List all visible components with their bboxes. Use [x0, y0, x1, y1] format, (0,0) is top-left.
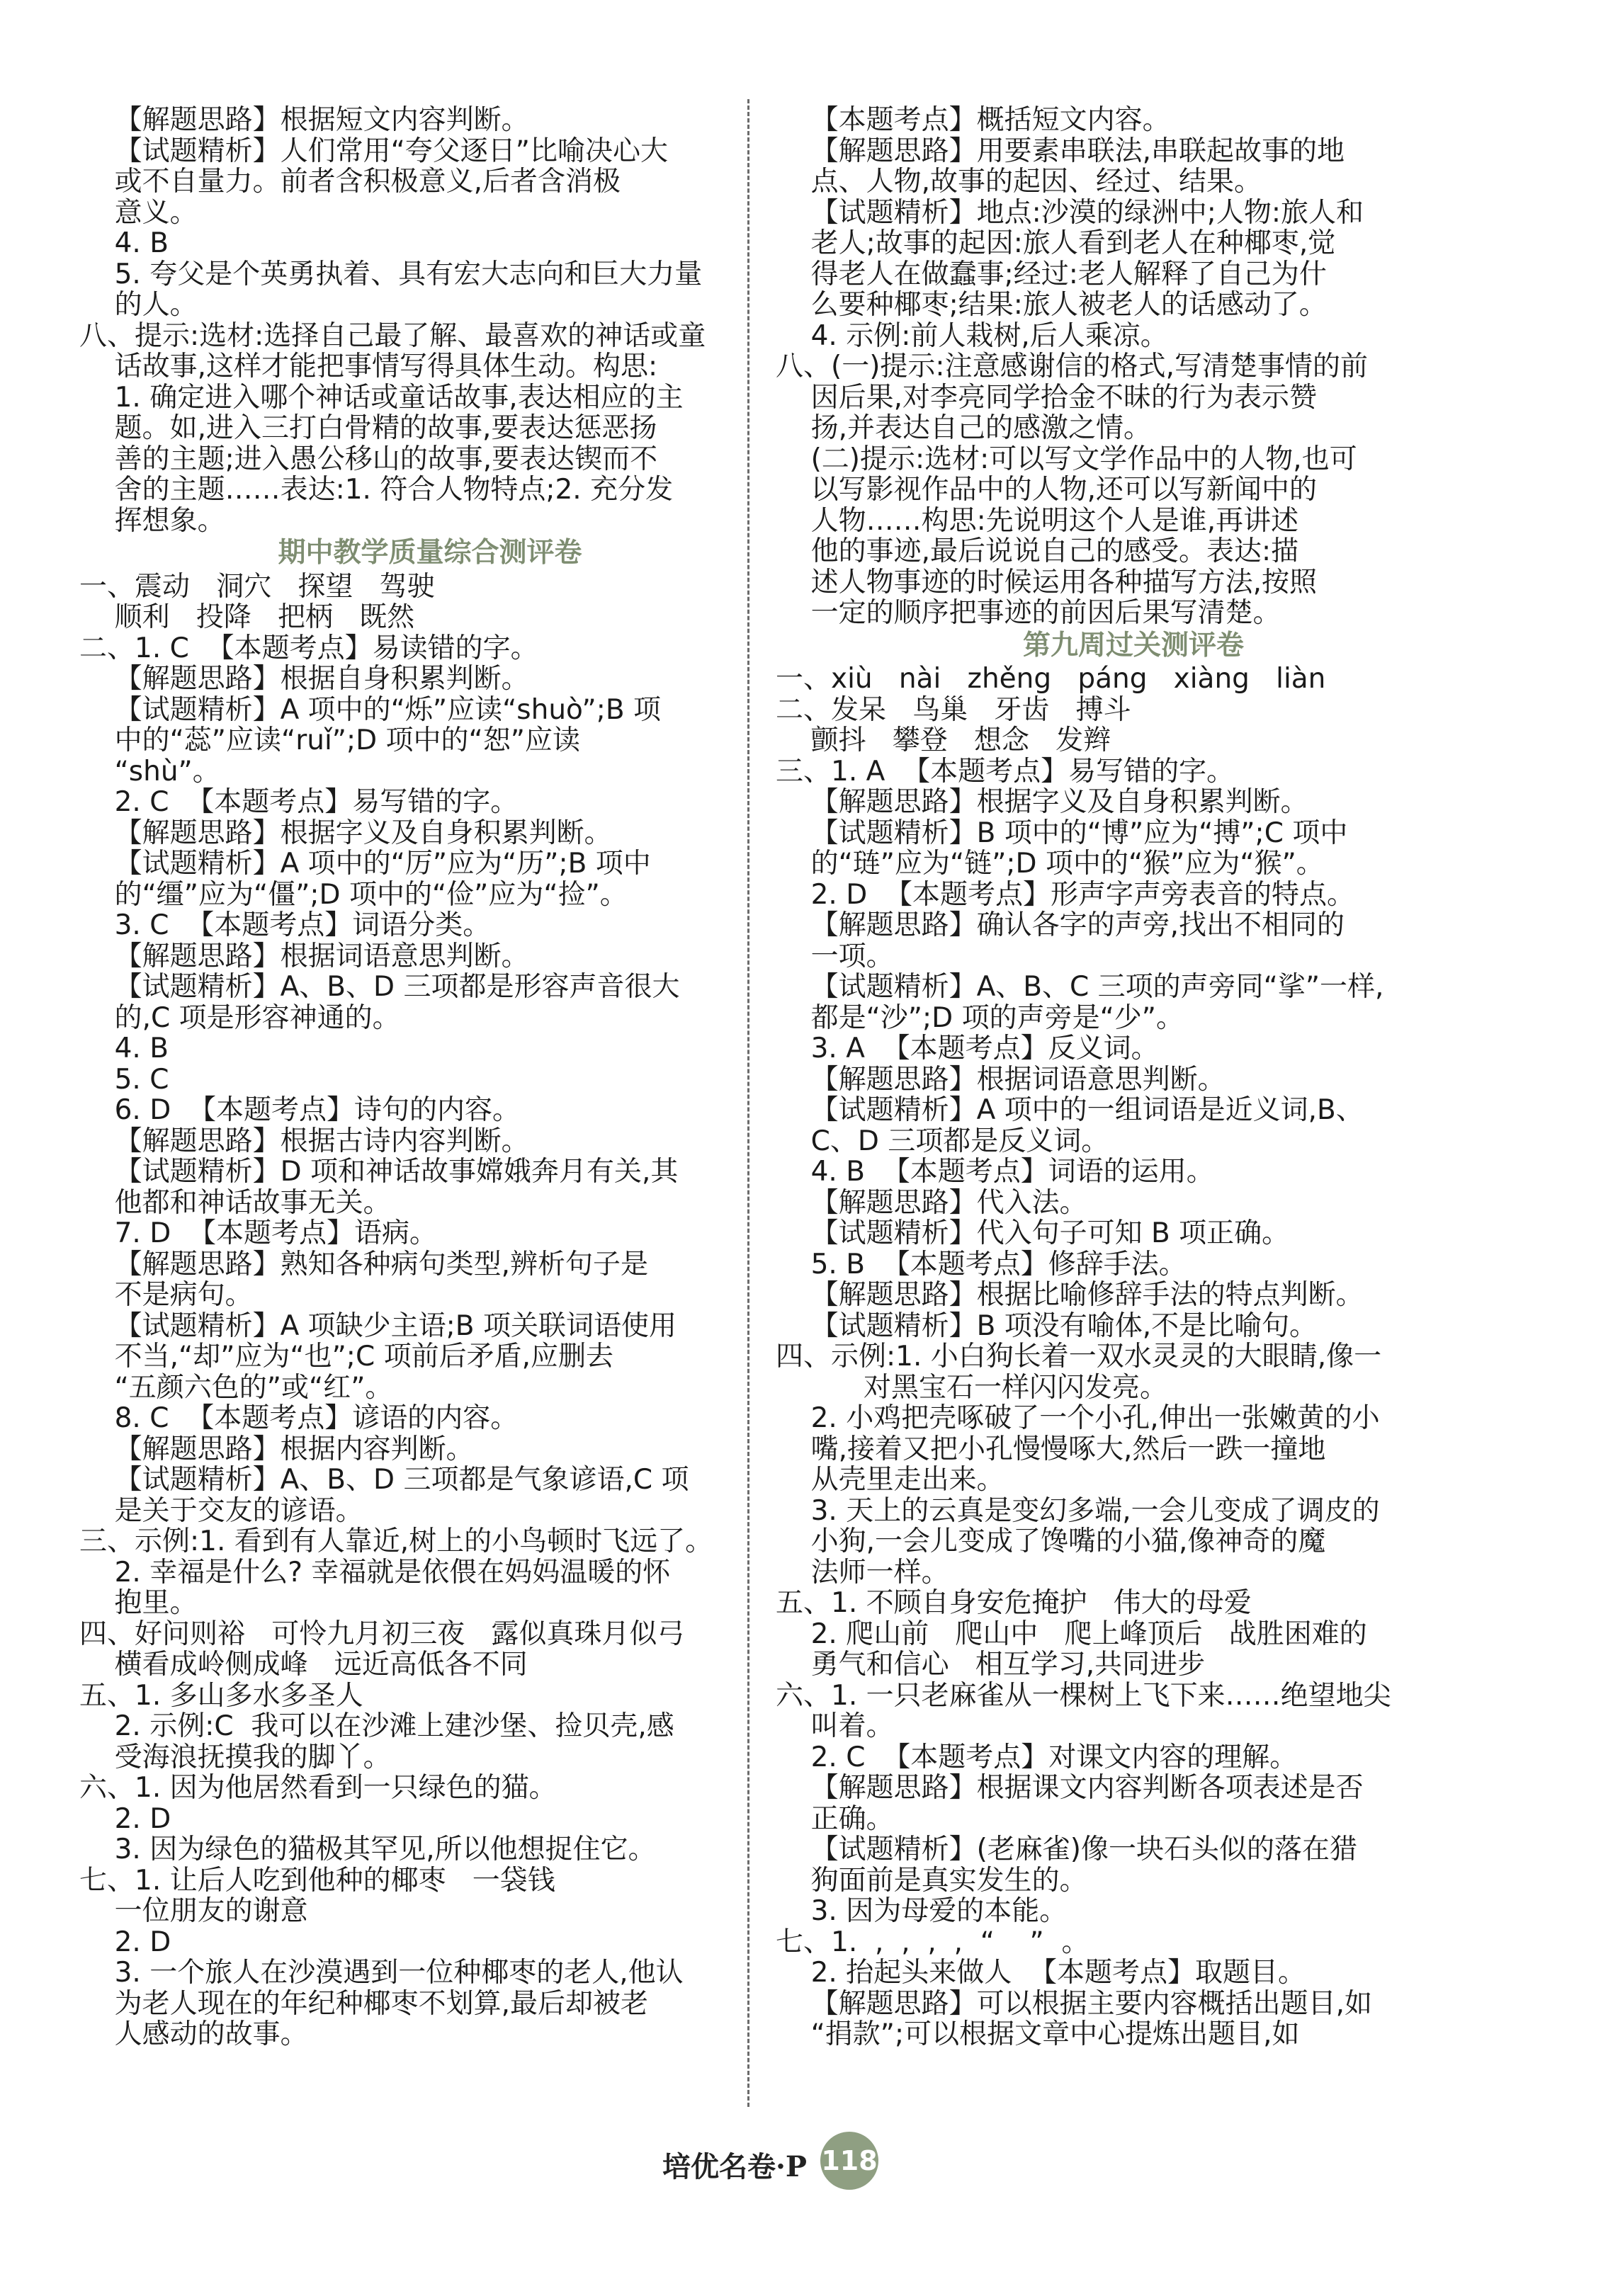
text-line: 话故事,这样才能把事情写得具体生动。构思: [79, 351, 658, 382]
text-line: 他的事迹,最后说说自己的感受。表达:描 [776, 535, 1299, 567]
text-line: 4. B [79, 1033, 169, 1064]
text-line: 2. D [79, 1926, 171, 1958]
text-line: 八、(一)提示:注意感谢信的格式,写清楚事情的前 [776, 351, 1368, 382]
text-line: 【试题精析】A 项中的一组词语是近义词,B、 [776, 1094, 1364, 1126]
page-number: 118 [820, 2132, 878, 2190]
text-line: 【解题思路】根据课文内容判断各项表述是否 [776, 1772, 1364, 1804]
text-line: 么要种椰枣;结果:旅人被老人的话感动了。 [776, 289, 1327, 321]
text-line: “shù”。 [79, 755, 220, 788]
section-title: 第九周过关测评卷 [1022, 629, 1244, 661]
text-line: 【试题精析】代入句子可知 B 项正确。 [776, 1217, 1290, 1249]
text-line: 他都和神话故事无关。 [79, 1186, 391, 1219]
text-line: “五颜六色的”或“红”。 [79, 1371, 393, 1404]
text-line: 一、震动 洞穴 探望 驾驶 [79, 570, 435, 603]
text-line: 嘴,接着又把小孔慢慢啄大,然后一跌一撞地 [776, 1433, 1326, 1465]
text-line: 法师一样。 [776, 1556, 949, 1589]
text-line: 【试题精析】人们常用“夸父逐日”比喻决心大 [79, 135, 668, 167]
text-line: 【试题精析】A、B、C 三项的声旁同“挲”一样, [776, 971, 1384, 1003]
text-line: 6. D 【本题考点】诗句的内容。 [79, 1094, 521, 1126]
text-line: 2. 小鸡把壳啄破了一个小孔,伸出一张嫩黄的小 [776, 1402, 1380, 1434]
text-line: 从壳里走出来。 [776, 1464, 1004, 1496]
text-line: 人感动的故事。 [79, 2018, 308, 2050]
text-line: 8. C 【本题考点】谚语的内容。 [79, 1402, 519, 1434]
text-line: 的“琏”应为“链”;D 项中的“猴”应为“猴”。 [776, 848, 1324, 880]
text-line: 为老人现在的年纪种椰枣不划算,最后却被老 [79, 1987, 648, 2020]
text-line: 述人物事迹的时候运用各种描写方法,按照 [776, 566, 1317, 598]
text-line: 【解题思路】根据词语意思判断。 [776, 1063, 1226, 1096]
text-line: 二、1. C 【本题考点】易读错的字。 [79, 632, 538, 664]
text-line: 老人;故事的起因:旅人看到老人在种椰枣,觉 [776, 227, 1336, 259]
text-line: 【解题思路】根据字义及自身积累判断。 [776, 786, 1308, 818]
text-line: 【本题考点】概括短文内容。 [776, 104, 1170, 136]
text-line: 【试题精析】地点:沙漠的绿洲中;人物:旅人和 [776, 196, 1364, 229]
text-line: 3. 因为母爱的本能。 [776, 1895, 1068, 1927]
text-line: “捐款”;可以根据文章中心提炼出题目,如 [776, 2018, 1300, 2050]
text-line: 2. D [79, 1802, 171, 1835]
text-line: 颤抖 攀登 想念 发辫 [776, 724, 1111, 756]
text-line: 三、1. A 【本题考点】易写错的字。 [776, 755, 1235, 788]
text-line: 【解题思路】根据字义及自身积累判断。 [79, 817, 612, 849]
text-line: 一位朋友的谢意 [79, 1895, 308, 1927]
text-line: 得老人在做蠢事;经过:老人解释了自己为什 [776, 258, 1327, 290]
text-line: 【解题思路】根据比喻修辞手法的特点判断。 [776, 1279, 1364, 1311]
text-line: 顺利 投降 把柄 既然 [79, 601, 415, 633]
text-line: 【试题精析】(老麻雀)像一块石头似的落在猎 [776, 1834, 1358, 1865]
text-line: 叫着。 [776, 1710, 894, 1742]
text-line: 二、发呆 鸟巢 牙齿 搏斗 [776, 693, 1131, 726]
text-line: 【解题思路】用要素串联法,串联起故事的地 [776, 135, 1345, 167]
text-line: 【解题思路】确认各字的声旁,找出不相同的 [776, 909, 1345, 941]
text-line: 7. D 【本题考点】语病。 [79, 1217, 438, 1249]
text-line: 【试题精析】A、B、D 三项都是气象谚语,C 项 [79, 1464, 689, 1496]
text-line: 4. B [79, 227, 169, 259]
text-line: 2. 示例:C 我可以在沙滩上建沙堡、捡贝壳,感 [79, 1710, 674, 1742]
text-line: 4. B 【本题考点】词语的运用。 [776, 1156, 1214, 1188]
left-column [79, 105, 781, 2050]
text-line: 2. 爬山前 爬山中 爬上峰顶后 战胜困难的 [776, 1618, 1367, 1650]
text-line: 4. 示例:前人栽树,后人乘凉。 [776, 319, 1168, 352]
text-line: 题。如,进入三打白骨精的故事,要表达惩恶扬 [79, 412, 657, 444]
text-line: 【解题思路】代入法。 [776, 1186, 1087, 1219]
text-line: 1. 确定进入哪个神话或童话故事,表达相应的主 [79, 381, 684, 414]
text-line: 狗面前是真实发生的。 [776, 1864, 1087, 1897]
text-line: 八、提示:选材:选择自己最了解、最喜欢的神话或童 [79, 319, 706, 352]
text-line: 舍的主题……表达:1. 符合人物特点;2. 充分发 [79, 474, 674, 506]
text-line: 六、1. 一只老麻雀从一棵树上飞下来……绝望地尖 [776, 1679, 1391, 1712]
text-line: C、D 三项都是反义词。 [776, 1125, 1109, 1157]
text-line: 不当,“却”应为“也”;C 项前后矛盾,应删去 [79, 1341, 613, 1373]
text-line: 一项。 [776, 940, 894, 972]
footer-brand: 培优名卷·P [662, 2150, 808, 2183]
text-line: 六、1. 因为他居然看到一只绿色的猫。 [79, 1772, 557, 1804]
text-line: 的人。 [79, 289, 198, 321]
text-line: 一、xiù nài zhěng páng xiàng liàn [776, 663, 1326, 695]
text-line: 是关于交友的谚语。 [79, 1494, 363, 1527]
text-line: 【解题思路】熟知各种病句类型,辨析句子是 [79, 1248, 648, 1280]
text-line: 或不自量力。前者含积极意义,后者含消极 [79, 166, 621, 198]
right-column [776, 105, 1491, 2050]
text-line: 【解题思路】根据自身积累判断。 [79, 663, 529, 695]
text-line: 5. B 【本题考点】修辞手法。 [776, 1248, 1187, 1280]
text-line: 【解题思路】根据内容判断。 [79, 1433, 474, 1465]
column-divider [747, 99, 749, 2107]
text-line: 不是病句。 [79, 1279, 253, 1311]
text-line: 正确。 [776, 1802, 894, 1835]
text-line: 一定的顺序把事迹的前因后果写清楚。 [776, 597, 1281, 629]
text-line: 2. C 【本题考点】对课文内容的理解。 [776, 1741, 1298, 1773]
text-line: 五、1. 多山多水多圣人 [79, 1679, 363, 1712]
text-line: 2. 幸福是什么? 幸福就是依偎在妈妈温暖的怀 [79, 1556, 671, 1589]
text-line: 扬,并表达自己的感激之情。 [776, 412, 1151, 444]
text-line: 挥想象。 [79, 504, 225, 537]
section-title: 期中教学质量综合测评卷 [278, 537, 582, 569]
text-line: 抱里。 [79, 1587, 198, 1619]
text-line: 【解题思路】根据词语意思判断。 [79, 940, 529, 972]
text-line: 都是“沙”;D 项的声旁是“少”。 [776, 1001, 1184, 1034]
text-line: 3. A 【本题考点】反义词。 [776, 1033, 1159, 1064]
text-line: 三、示例:1. 看到有人靠近,树上的小鸟顿时飞远了。 [79, 1525, 713, 1557]
text-line: 意义。 [79, 196, 198, 229]
text-line: 【试题精析】A 项中的“厉”应为“历”;B 项中 [79, 848, 651, 880]
text-line: 2. D 【本题考点】形声字声旁表音的特点。 [776, 878, 1355, 911]
text-line: 的“缰”应为“僵”;D 项中的“俭”应为“捡”。 [79, 878, 628, 911]
text-line: 【解题思路】可以根据主要内容概括出题目,如 [776, 1987, 1372, 2020]
text-line: 点、人物,故事的起因、经过、结果。 [776, 166, 1262, 198]
text-line: 四、好问则裕 可怜九月初三夜 露似真珠月似弓 [79, 1618, 685, 1650]
text-line: 【试题精析】A 项缺少主语;B 项关联词语使用 [79, 1309, 677, 1342]
text-line: 人物……构思:先说明这个人是谁,再讲述 [776, 504, 1299, 537]
text-line: 因后果,对李亮同学拾金不昧的行为表示赞 [776, 381, 1317, 414]
text-line: 3. 一个旅人在沙漠遇到一位种椰枣的老人,他认 [79, 1957, 684, 1989]
text-line: 七、1. , , , , “ ” 。 [776, 1926, 1090, 1958]
text-line: 勇气和信心 相互学习,共同进步 [776, 1649, 1206, 1681]
text-line: 中的“蕊”应读“ruǐ”;D 项中的“恕”应读 [79, 724, 580, 756]
text-line: 五、1. 不顾自身安危掩护 伟大的母爱 [776, 1587, 1252, 1619]
text-line: 善的主题;进入愚公移山的故事,要表达锲而不 [79, 443, 658, 475]
text-line: 【试题精析】B 项没有喻体,不是比喻句。 [776, 1309, 1318, 1342]
text-line: 【试题精析】A 项中的“烁”应读“shuò”;B 项 [79, 693, 661, 726]
text-line: 【解题思路】根据古诗内容判断。 [79, 1125, 529, 1157]
text-line: 【试题精析】B 项中的“博”应为“搏”;C 项中 [776, 817, 1348, 849]
text-line: 2. 抬起头来做人 【本题考点】取题目。 [776, 1957, 1306, 1989]
text-line: 七、1. 让后人吃到他种的椰枣 一袋钱 [79, 1864, 555, 1897]
text-line: 3. C 【本题考点】词语分类。 [79, 909, 491, 941]
text-line: 3. 天上的云真是变幻多端,一会儿变成了调皮的 [776, 1494, 1380, 1527]
text-line: 受海浪抚摸我的脚丫。 [79, 1741, 391, 1773]
text-line: 5. 夸父是个英勇执着、具有宏大志向和巨大力量 [79, 258, 703, 290]
text-line: 5. C [79, 1063, 169, 1096]
text-line: 对黑宝石一样闪闪发亮。 [776, 1371, 1167, 1404]
text-line: (二)提示:选材:可以写文学作品中的人物,也可 [776, 443, 1357, 475]
text-line: 小狗,一会儿变成了馋嘴的小猫,像神奇的魔 [776, 1525, 1326, 1557]
text-line: 以写影视作品中的人物,还可以写新闻中的 [776, 474, 1317, 506]
text-line: 2. C 【本题考点】易写错的字。 [79, 786, 519, 818]
text-line: 的,C 项是形容神通的。 [79, 1001, 400, 1034]
text-line: 【试题精析】D 项和神话故事嫦娥奔月有关,其 [79, 1156, 679, 1188]
text-line: 【试题精析】A、B、D 三项都是形容声音很大 [79, 971, 680, 1003]
text-line: 3. 因为绿色的猫极其罕见,所以他想捉住它。 [79, 1834, 656, 1865]
text-line: 【解题思路】根据短文内容判断。 [79, 104, 529, 136]
text-line: 四、示例:1. 小白狗长着一双水灵灵的大眼睛,像一 [776, 1341, 1382, 1373]
text-line: 横看成岭侧成峰 远近高低各不同 [79, 1649, 528, 1681]
